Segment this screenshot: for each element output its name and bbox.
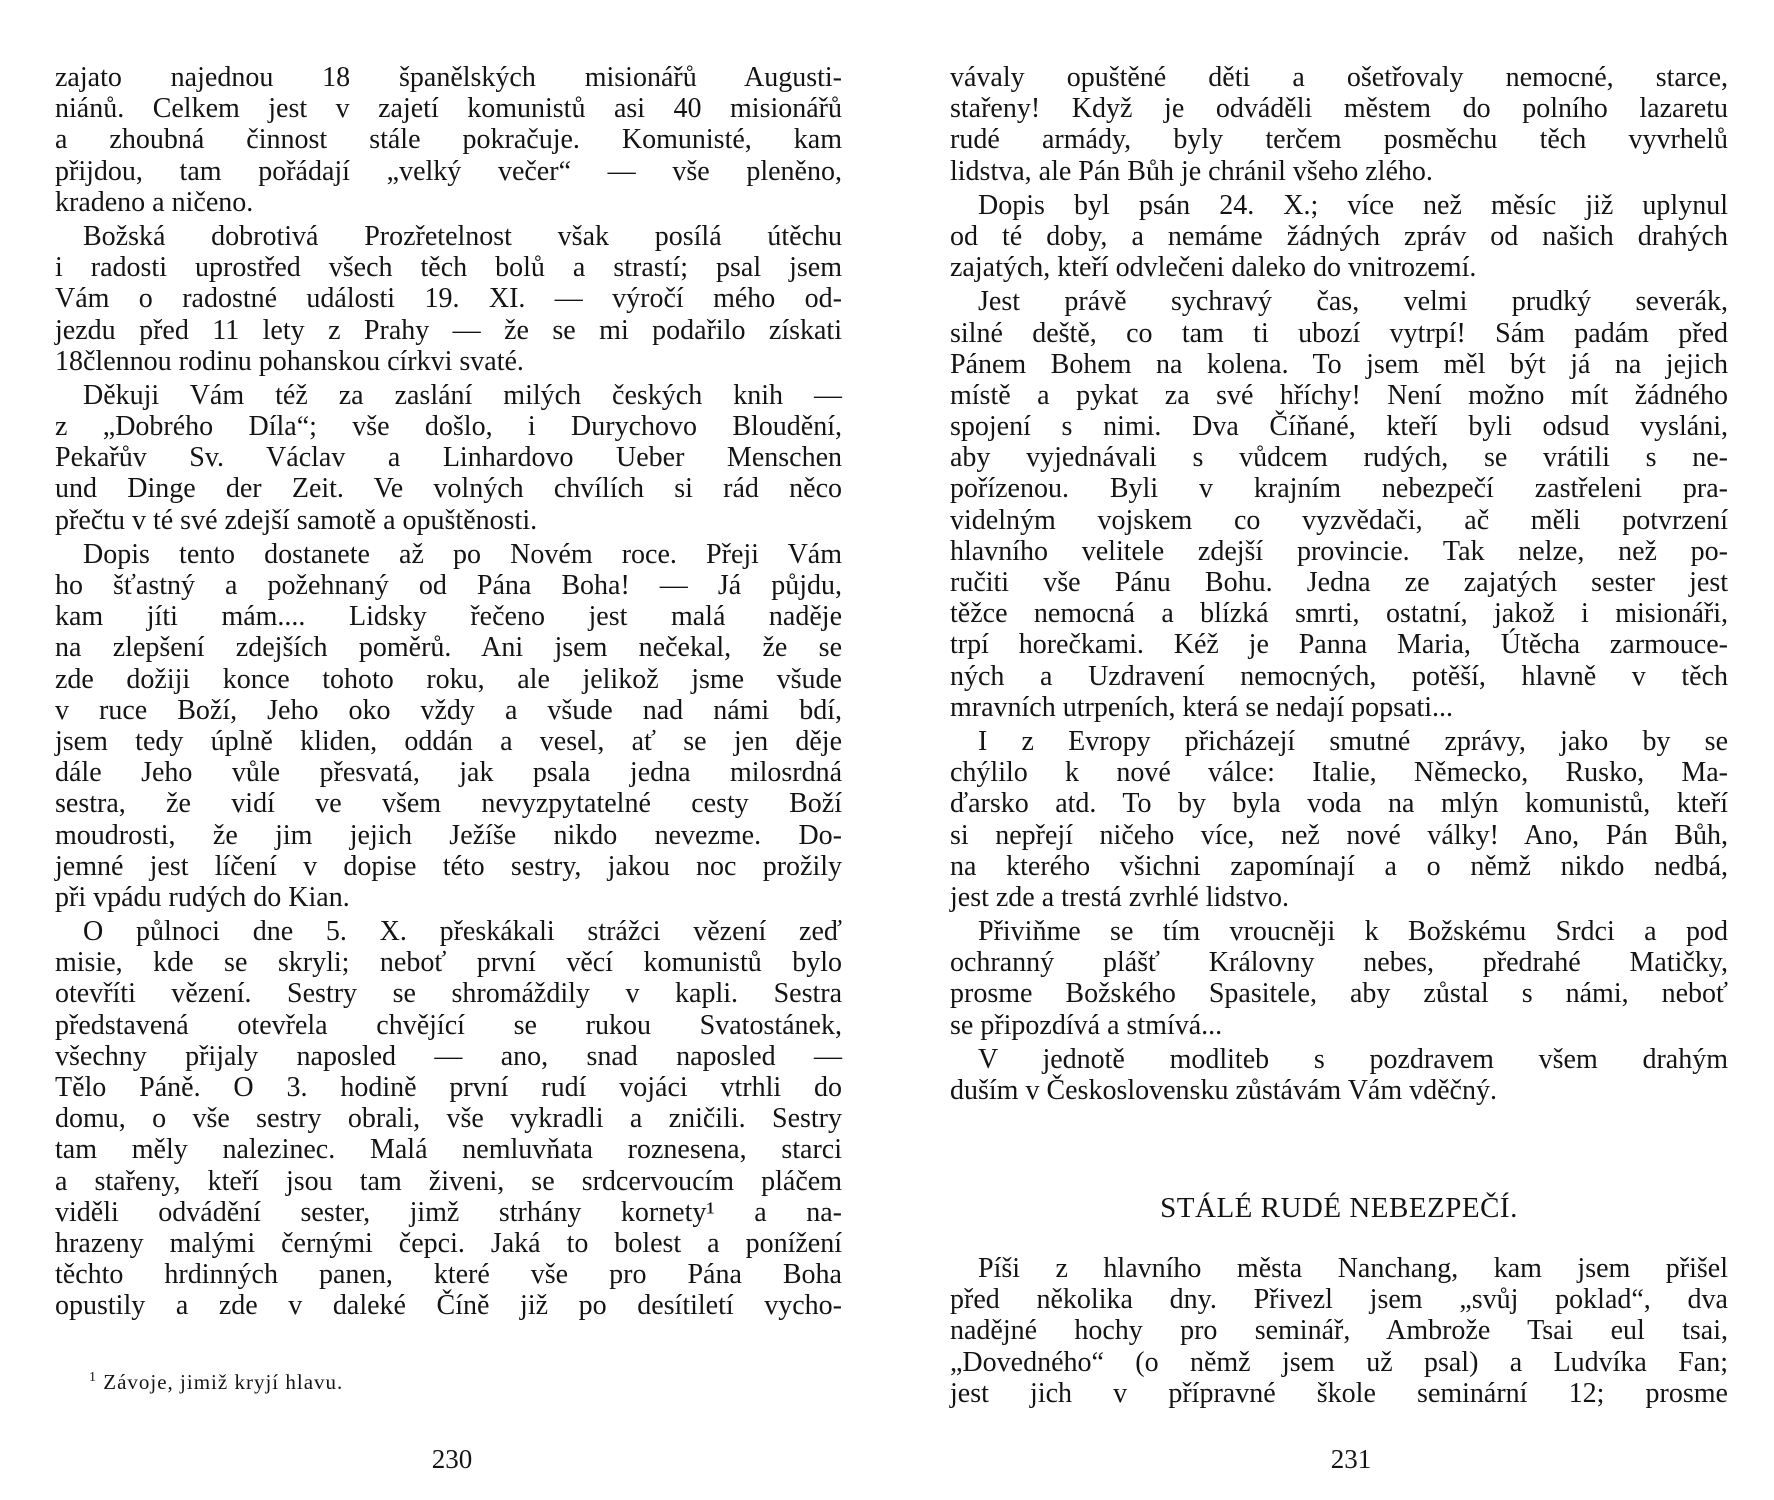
text-line: hlavního velitele zdejší provincie. Tak nelze, než po-: [950, 535, 1728, 567]
text-line: sestra, že vidí ve všem nevyzpytatelné cesty Boží: [55, 788, 842, 820]
text-line: moudrosti, že jim jejich Ježíše nikdo nevezme. Do-: [55, 819, 842, 851]
text-line: ochranný plášť Královny nebes, předrahé Matičky,: [950, 947, 1728, 979]
text-line: pořízenou. Byli v krajním nebezpečí zastřeleni pra-: [950, 473, 1728, 505]
text-line: i radosti uprostřed všech těch bolů a strastí; psal jsem: [55, 252, 842, 284]
text-line: představená otevřela chvějící se rukou Svatostánek,: [55, 1009, 842, 1041]
paragraph: [950, 1044, 1728, 1106]
text-line: Děkuji Vám též za zaslání milých českých knih —: [83, 379, 842, 411]
page-number: 231: [1330, 1444, 1372, 1474]
text-line: rudé armády, byly terčem posměchu těch vyvrhelů: [950, 124, 1728, 156]
paragraph: [950, 190, 1728, 284]
footnote: [89, 1370, 343, 1395]
text-line: aby vyjednávali s vůdcem rudých, se vrátili s ne-: [950, 442, 1728, 474]
text-line: a stařeny, kteří jsou tam živeni, se srdcervoucím pláčem: [55, 1165, 842, 1197]
text-line: ných a Uzdravení nemocných, potěší, hlavně v těch: [950, 660, 1728, 692]
text-line: Vám o radostné události 19. XI. — výročí mého od-: [55, 283, 842, 315]
text-line: tam měly nalezinec. Malá nemluvňata roznesena, starci: [55, 1134, 842, 1166]
section-text: [950, 1253, 1728, 1409]
paragraph: [55, 221, 842, 377]
text-line: přečtu v té své zdejší samotě a opuštěnosti.: [55, 504, 538, 536]
text-line: zajatých, kteří odvlečeni daleko do vnitrozemí.: [950, 252, 1477, 284]
text-line: kradeno a ničeno.: [55, 186, 254, 218]
right-page-text: [950, 62, 1728, 1106]
text-line: jsem tedy úplně kliden, oddán a vesel, ať se jen děje: [55, 725, 842, 757]
text-line: při vpádu rudých do Kian.: [55, 881, 350, 913]
text-line: Dopis tento dostanete až po Novém roce. Přeji Vám: [83, 538, 842, 570]
text-line: silné deště, co tam ti ubozí vytrpí! Sám padám před: [950, 317, 1728, 349]
text-line: přijdou, tam pořádají „velký večer“ — vše pleněno,: [55, 155, 842, 187]
text-line: trpí horečkami. Kéž je Panna Maria, Útěcha zarmouce-: [950, 629, 1728, 661]
text-line: kam jíti mám.... Lidsky řečeno jest malá naděje: [55, 601, 842, 633]
text-line: „Dovedného“ (o němž jsem už psal) a Ludvíka Fan;: [950, 1346, 1728, 1378]
text-line: hrazeny malými černými čepci. Jaká to bolest a ponížení: [55, 1227, 842, 1259]
footnote-marker: 1: [89, 1370, 97, 1385]
text-line: v ruce Boží, Jeho oko vždy a všude nad námi bdí,: [55, 694, 842, 726]
paragraph: [950, 286, 1728, 723]
paragraph: [55, 539, 842, 913]
text-line: lidstva, ale Pán Bůh je chránil všeho zlého.: [950, 155, 1433, 187]
text-line: zde dožiji konce tohoto roku, ale jelikož jsme všude: [55, 663, 842, 695]
text-line: und Dinge der Zeit. Ve volných chvílích si rád něco: [55, 473, 842, 505]
section-heading: STÁLÉ RUDÉ NEBEZPEČÍ.: [1160, 1192, 1518, 1224]
text-line: 18člennou rodinu pohanskou církvi svaté.: [55, 345, 524, 377]
text-line: Jest právě sychravý čas, velmi prudký severák,: [978, 286, 1728, 318]
text-line: jemné jest líčení v dopise této sestry, jakou noc prožily: [55, 850, 842, 882]
text-line: stařeny! Když je odváděli městem do polního lazaretu: [950, 93, 1728, 125]
text-line: O půlnoci dne 5. X. přeskákali strážci vězení zeď: [83, 916, 842, 948]
text-line: duším v Československu zůstávám Vám vděčný.: [950, 1075, 1497, 1106]
text-line: dále Jeho vůle přesvatá, jak psala jedna milosrdná: [55, 757, 842, 789]
text-line: z „Dobrého Díla“; vše došlo, i Durychovo Bloudění,: [55, 411, 842, 443]
paragraph: [55, 380, 842, 536]
text-line: domu, o vše sestry obrali, vše vykradli a zničili. Sestry: [55, 1103, 842, 1135]
text-line: misie, kde se skryli; neboť první věcí komunistů bylo: [55, 947, 842, 979]
text-line: mravních utrpeních, která se nedají popsati...: [950, 691, 1454, 723]
text-line: těchto hrdinných panen, které vše pro Pána Boha: [55, 1259, 842, 1291]
text-line: nadějné hochy pro seminář, Ambrože Tsai eul tsai,: [950, 1315, 1728, 1347]
paragraph: [950, 1253, 1728, 1409]
text-line: niánů. Celkem jest v zajetí komunistů asi 40 misionářů: [55, 93, 842, 125]
text-line: opustily a zde v daleké Číně již po desítiletí vycho-: [55, 1290, 842, 1322]
text-line: spojení s nimi. Dva Číňané, kteří byli odsud vysláni,: [950, 411, 1728, 443]
text-line: Božská dobrotivá Prozřetelnost však posílá útěchu: [83, 220, 842, 252]
left-page-text: [55, 62, 842, 1322]
text-line: prosme Božského Spasitele, aby zůstal s námi, neboť: [950, 978, 1728, 1010]
text-line: před několika dny. Přivezl jsem „svůj poklad“, dva: [950, 1284, 1728, 1316]
text-line: zajato najednou 18 španělských misionářů Augusti-: [55, 62, 842, 93]
text-line: Pekařův Sv. Václav a Linhardovo Ueber Menschen: [55, 442, 842, 474]
text-line: těžce nemocná a blízká smrti, ostatní, jakož i misionáři,: [950, 598, 1728, 630]
text-line: chýlilo k nové válce: Italie, Německo, Rusko, Ma-: [950, 757, 1728, 789]
text-line: V jednotě modliteb s pozdravem všem drahým: [978, 1043, 1728, 1075]
text-line: I z Evropy přicházejí smutné zprávy, jako by se: [978, 725, 1728, 757]
text-line: vávaly opuštěné děti a ošetřovaly nemocné, starce,: [950, 62, 1728, 93]
text-line: od té doby, a nemáme žádných zpráv od našich drahých: [950, 220, 1728, 252]
page-number: 230: [431, 1444, 473, 1474]
text-line: otevříti vězení. Sestry se shromáždily v kapli. Sestra: [55, 978, 842, 1010]
paragraph: [950, 62, 1728, 187]
text-line: se připozdívá a stmívá...: [950, 1009, 1223, 1041]
paragraph: [950, 726, 1728, 913]
text-line: videlným vojskem co vyzvědači, ač měli potvrzení: [950, 504, 1728, 536]
text-line: na zlepšení zdejších poměrů. Ani jsem nečekal, že se: [55, 632, 842, 664]
text-line: ďarsko atd. To by byla voda na mlýn komunistů, kteří: [950, 788, 1728, 820]
text-line: Tělo Páně. O 3. hodině první rudí vojáci vtrhli do: [55, 1072, 842, 1103]
text-line: jest jich v přípravné škole seminární 12; prosme: [950, 1377, 1728, 1409]
text-line: Přivіňme se tím vroucněji k Božskému Srdci a pod: [978, 916, 1728, 948]
text-line: jest zde a trestá zvrhlé lidstvo.: [950, 881, 1289, 913]
text-line: ručiti vše Pánu Bohu. Jedna ze zajatých sester jest: [950, 567, 1728, 598]
text-line: si nepřejí ničeho více, než nové války! Ano, Pán Bůh,: [950, 819, 1728, 851]
text-line: Dopis byl psán 24. X.; více než měsíc již uplynul: [978, 189, 1728, 221]
paragraph: [55, 916, 842, 1321]
text-line: ho šťastný a požehnaný od Pána Boha! — Já půjdu,: [55, 570, 842, 601]
text-line: a zhoubná činnost stále pokračuje. Komunisté, kam: [55, 124, 842, 156]
footnote-text: Závoje, jimiž kryjí hlavu.: [103, 1370, 344, 1394]
paragraph: [950, 916, 1728, 1041]
text-line: jezdu před 11 lety z Prahy — že se mi podařilo získati: [55, 314, 842, 346]
text-line: místě a pykat za své hříchy! Není možno mít žádného: [950, 379, 1728, 411]
text-line: všechny přijaly naposled — ano, snad naposled —: [55, 1040, 842, 1072]
text-line: na kterého všichni zapomínají a o němž nikdo nedbá,: [950, 850, 1728, 882]
text-line: Pánem Bohem na kolena. To jsem měl být já na jejich: [950, 348, 1728, 380]
text-line: Píši z hlavního města Nanchang, kam jsem přišel: [978, 1253, 1728, 1284]
text-line: viděli odvádění sester, jimž strhány kornety¹ a na-: [55, 1196, 842, 1228]
right-page: [887, 0, 1774, 1500]
paragraph: [55, 62, 842, 218]
